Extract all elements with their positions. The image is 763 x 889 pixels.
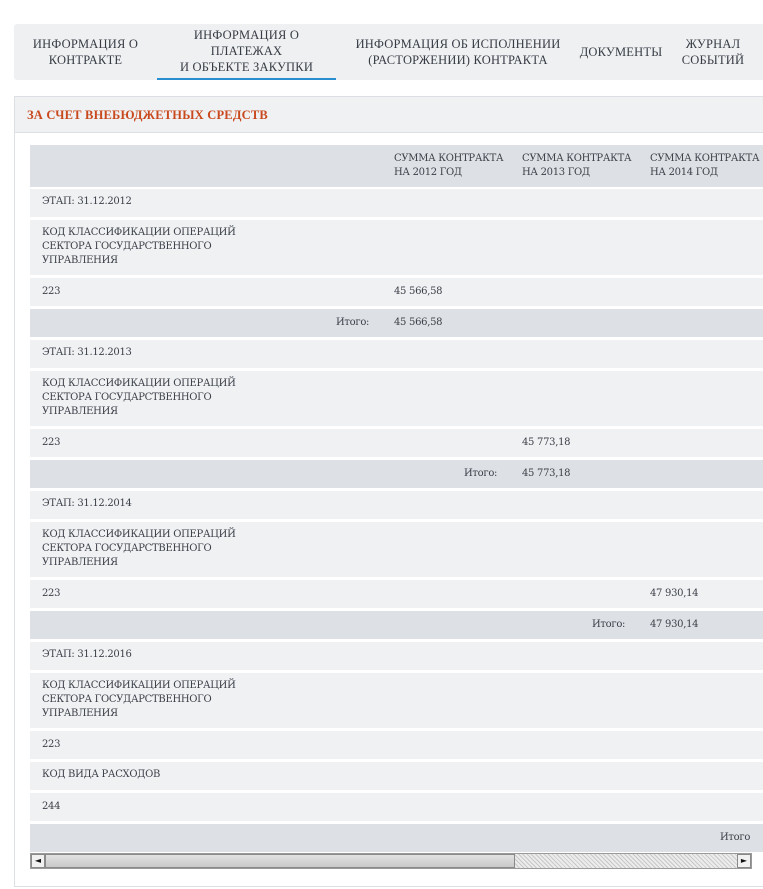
total-label: Итого	[720, 832, 751, 843]
total-amount: 47 930,14	[650, 619, 699, 630]
tab-event-log[interactable]: ЖУРНАЛ СОБЫТИЙ	[681, 37, 745, 67]
table-section-row	[30, 340, 763, 368]
scroll-right-icon[interactable]: ►	[737, 854, 751, 868]
column-header-2013: СУММА КОНТРАКТА НА 2013 ГОД	[522, 153, 632, 178]
scrollbar-thumb[interactable]	[45, 854, 515, 868]
column-header-2012: СУММА КОНТРАКТА НА 2012 ГОД	[394, 153, 504, 178]
table-row	[30, 278, 763, 306]
row-label: ЭТАП: 31.12.2013	[42, 347, 132, 358]
row-label: КОД ВИДА РАСХОДОВ	[42, 769, 161, 780]
table-total-row	[30, 460, 763, 488]
total-amount: 45 566,58	[394, 317, 443, 328]
table-total-row	[30, 611, 763, 639]
scroll-left-icon[interactable]: ◄	[31, 854, 45, 868]
table-section-row	[30, 189, 763, 217]
total-label: Итого:	[464, 468, 498, 479]
table-section-row	[30, 220, 763, 275]
table-section-row	[30, 642, 763, 670]
total-label: Итого:	[336, 317, 370, 328]
row-code: 244	[42, 801, 61, 812]
row-amount: 45 566,58	[394, 286, 443, 297]
row-label: КОД КЛАССИФИКАЦИИ ОПЕРАЦИЙ СЕКТОРА ГОСУДАРСТВЕННОГО УПРАВЛЕНИЯ	[42, 529, 236, 568]
table-row	[30, 580, 763, 608]
table-section-row	[30, 371, 763, 426]
total-amount: 45 773,18	[522, 468, 571, 479]
row-amount: 45 773,18	[522, 437, 571, 448]
row-label: КОД КЛАССИФИКАЦИИ ОПЕРАЦИЙ СЕКТОРА ГОСУДАРСТВЕННОГО УПРАВЛЕНИЯ	[42, 227, 236, 266]
row-code: 223	[42, 286, 61, 297]
table-section-row	[30, 762, 763, 790]
table-total-row	[30, 824, 763, 852]
panel-title: ЗА СЧЕТ ВНЕБЮДЖЕТНЫХ СРЕДСТВ	[27, 108, 268, 122]
row-label: ЭТАП: 31.12.2016	[42, 649, 132, 660]
table-section-row	[30, 522, 763, 577]
table-row	[30, 429, 763, 457]
row-code: 223	[42, 588, 61, 599]
column-header-2014: СУММА КОНТРАКТА НА 2014 ГОД	[650, 153, 760, 178]
row-code: 223	[42, 739, 61, 750]
table-total-row	[30, 309, 763, 337]
panel-header	[15, 97, 763, 133]
table-section-row	[30, 491, 763, 519]
tab-execution-info[interactable]: ИНФОРМАЦИЯ ОБ ИСПОЛНЕНИИ (РАСТОРЖЕНИИ) КОНТРАКТА	[355, 37, 561, 67]
total-label: Итого:	[592, 619, 626, 630]
tab-documents[interactable]: ДОКУМЕНТЫ	[579, 45, 663, 59]
row-amount: 47 930,14	[650, 588, 699, 599]
row-label: КОД КЛАССИФИКАЦИИ ОПЕРАЦИЙ СЕКТОРА ГОСУДАРСТВЕННОГО УПРАВЛЕНИЯ	[42, 378, 236, 417]
table-header-row	[30, 145, 763, 187]
tab-payments-info[interactable]: ИНФОРМАЦИЯ О ПЛАТЕЖАХ И ОБЪЕКТЕ ЗАКУПКИ	[157, 24, 336, 80]
horizontal-scrollbar[interactable]	[30, 853, 752, 869]
table-row	[30, 731, 763, 759]
row-label: ЭТАП: 31.12.2014	[42, 498, 132, 509]
tab-bar	[14, 24, 763, 80]
table-row	[30, 793, 763, 821]
row-label: ЭТАП: 31.12.2012	[42, 196, 132, 207]
row-code: 223	[42, 437, 61, 448]
extrabudget-panel	[14, 96, 763, 887]
table-section-row	[30, 673, 763, 728]
tab-contract-info[interactable]: ИНФОРМАЦИЯ О КОНТРАКТЕ	[32, 37, 139, 67]
table-viewport	[30, 145, 763, 867]
row-label: КОД КЛАССИФИКАЦИИ ОПЕРАЦИЙ СЕКТОРА ГОСУДАРСТВЕННОГО УПРАВЛЕНИЯ	[42, 680, 236, 719]
